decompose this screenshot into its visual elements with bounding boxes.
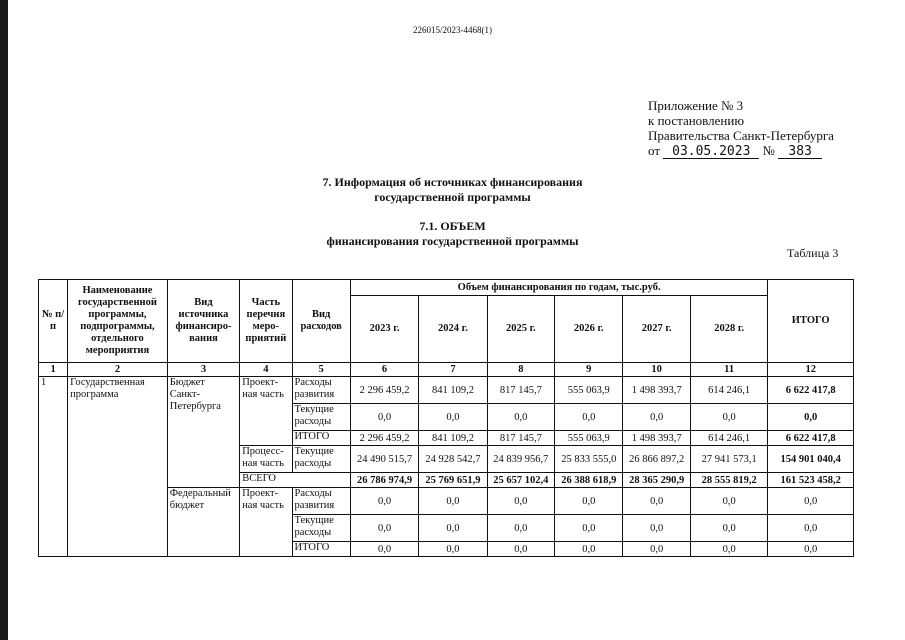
decree-number: 383 [778,145,822,159]
value-cell: 2 296 459,2 [350,377,418,404]
header-year: 2026 г. [555,296,623,363]
scan-edge [0,0,8,640]
value-cell: 614 246,1 [690,431,768,446]
value-cell: 0,0 [555,542,623,557]
expense-type: Текущие расходы [292,515,350,542]
value-cell: 0,0 [690,515,768,542]
expense-type: Расходы развития [292,377,350,404]
value-cell: 0,0 [487,404,554,431]
financing-table [38,279,854,557]
value-cell: 817 145,7 [487,377,554,404]
value-cell: 0,0 [487,488,554,515]
column-number: 9 [555,363,623,377]
value-cell: 24 490 515,7 [350,446,418,473]
value-cell: 25 769 651,9 [419,473,487,488]
header-total: ИТОГО [768,280,854,363]
value-cell: 1 498 393,7 [623,431,690,446]
value-cell: 26 786 974,9 [350,473,418,488]
row-number: 1 [39,377,68,557]
value-cell: 614 246,1 [690,377,768,404]
total-cell: 6 622 417,8 [768,431,854,446]
value-cell: 28 555 819,2 [690,473,768,488]
value-cell: 27 941 573,1 [690,446,768,473]
part-project: Проект-ная часть [240,377,292,446]
expense-type: ИТОГО [292,431,350,446]
column-number: 10 [623,363,690,377]
total-cell: 6 622 417,8 [768,377,854,404]
value-cell: 1 498 393,7 [623,377,690,404]
header-part: Часть перечня меро-приятий [240,280,292,363]
value-cell: 0,0 [350,404,418,431]
expense-type: ВСЕГО [240,473,351,488]
column-number: 5 [292,363,350,377]
header-year: 2028 г. [690,296,768,363]
value-cell: 2 296 459,2 [350,431,418,446]
part-process: Процесс-ная часть [240,446,292,473]
total-cell: 161 523 458,2 [768,473,854,488]
source-spb-budget: Бюджет Санкт-Петербурга [167,377,239,488]
column-number-row [39,363,854,377]
value-cell: 0,0 [419,404,487,431]
value-cell: 0,0 [623,542,690,557]
header-source: Вид источника финансиро-вания [167,280,239,363]
value-cell: 0,0 [419,542,487,557]
value-cell: 0,0 [555,515,623,542]
appendix-block [648,98,834,159]
column-number: 6 [350,363,418,377]
column-number: 1 [39,363,68,377]
value-cell: 817 145,7 [487,431,554,446]
value-cell: 24 839 956,7 [487,446,554,473]
total-cell: 0,0 [768,488,854,515]
value-cell: 0,0 [690,404,768,431]
appendix-line-2: к постановлению [648,113,745,128]
value-cell: 26 866 897,2 [623,446,690,473]
column-number: 2 [68,363,168,377]
column-number: 7 [419,363,487,377]
column-number: 11 [690,363,768,377]
header-year: 2025 г. [487,296,554,363]
subsection-title-line-2: финансирования государственной программы [326,234,579,248]
value-cell: 555 063,9 [555,377,623,404]
section-title-line-2: государственной программы [374,190,531,204]
expense-type: Текущие расходы [292,446,350,473]
value-cell: 0,0 [487,515,554,542]
header-no: № п/п [39,280,68,363]
column-number: 3 [167,363,239,377]
header-type: Вид расходов [292,280,350,363]
value-cell: 0,0 [623,488,690,515]
value-cell: 0,0 [690,542,768,557]
value-cell: 25 657 102,4 [487,473,554,488]
value-cell: 25 833 555,0 [555,446,623,473]
value-cell: 841 109,2 [419,377,487,404]
number-prefix: № [762,143,775,158]
appendix-line-1: Приложение № 3 [648,98,744,113]
expense-type: Текущие расходы [292,404,350,431]
section-title-line-1: 7. Информация об источниках финансирования [322,175,583,189]
table-row [39,377,854,404]
value-cell: 0,0 [419,488,487,515]
value-cell: 0,0 [623,404,690,431]
total-cell: 0,0 [768,404,854,431]
value-cell: 555 063,9 [555,431,623,446]
subsection-title [0,219,905,249]
value-cell: 0,0 [690,488,768,515]
part-project: Проект-ная часть [240,488,292,557]
total-cell: 154 901 040,4 [768,446,854,473]
value-cell: 0,0 [350,515,418,542]
column-number: 4 [240,363,292,377]
value-cell: 24 928 542,7 [419,446,487,473]
column-number: 12 [768,363,854,377]
value-cell: 841 109,2 [419,431,487,446]
total-cell: 0,0 [768,542,854,557]
subsection-title-line-1: 7.1. ОБЪЕМ [419,219,486,233]
decree-date: 03.05.2023 [663,145,759,159]
value-cell: 0,0 [350,488,418,515]
header-year: 2027 г. [623,296,690,363]
program-name: Государственная программа [68,377,168,557]
header-name: Наименование государственной программы, подпрограммы, отдельного мероприятия [68,280,168,363]
total-cell: 0,0 [768,515,854,542]
value-cell: 0,0 [623,515,690,542]
column-number: 8 [487,363,554,377]
value-cell: 0,0 [487,542,554,557]
value-cell: 0,0 [419,515,487,542]
value-cell: 0,0 [350,542,418,557]
appendix-line-3: Правительства Санкт-Петербурга [648,128,834,143]
date-prefix: от [648,143,661,158]
header-year: 2023 г. [350,296,418,363]
header-year: 2024 г. [419,296,487,363]
value-cell: 0,0 [555,488,623,515]
expense-type: ИТОГО [292,542,350,557]
header-volume: Объем финансирования по годам, тыс.руб. [350,280,768,296]
table-label: Таблица 3 [787,246,839,260]
document-code: 226015/2023-4468(1) [413,25,492,35]
source-federal-budget: Федеральный бюджет [167,488,239,557]
header-row-1 [39,280,854,296]
expense-type: Расходы развития [292,488,350,515]
value-cell: 28 365 290,9 [623,473,690,488]
section-title [0,175,905,205]
value-cell: 0,0 [555,404,623,431]
value-cell: 26 388 618,9 [555,473,623,488]
appendix-date-row [648,143,834,159]
